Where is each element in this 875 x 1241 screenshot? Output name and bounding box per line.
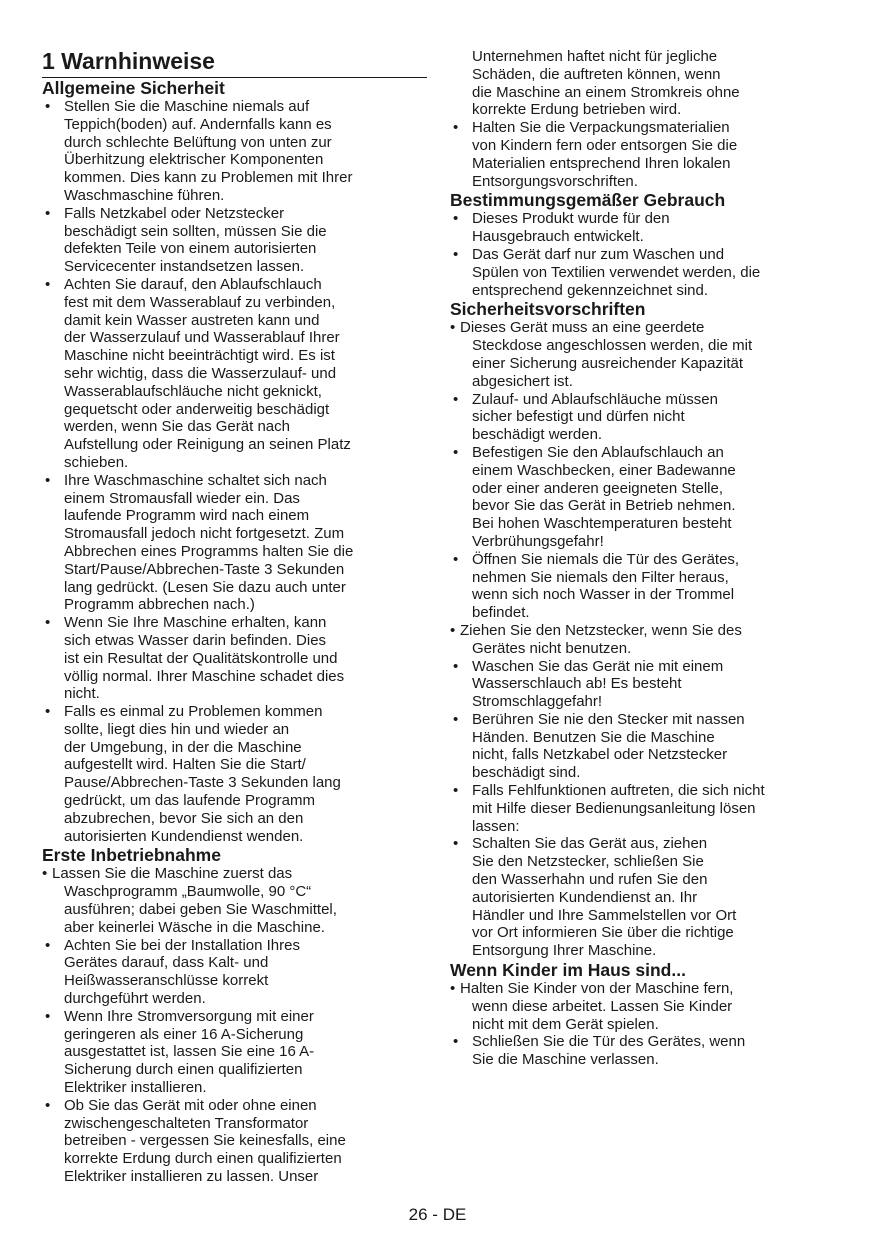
list-item-text: Stellen Sie die Maschine niemals auf Teppich(boden) auf. Andernfalls kann es durch schlechte Belüftung von unten zur Überhitzung elektrischer Komponenten kommen. Dies kann zu Problemen mit Ihrer Waschmaschine führen. [64,98,353,204]
bullet-icon: • [450,319,456,337]
list-item [450,391,835,444]
bullet-icon: • [453,119,459,137]
list-item-text: Halten Sie die Verpackungsmaterialien von Kindern fern oder entsorgen Sie die Materialien entsprechend Ihren lokalen Entsorgungsvorschriften. [472,119,738,190]
list-item-text: Öffnen Sie niemals die Tür des Gerätes, nehmen Sie niemals den Filter heraus, wenn sich noch Wasser in der Trommel befindet. [472,550,740,622]
bullet-icon: • [45,703,51,721]
bullet-icon: • [45,1096,51,1114]
bullet-icon: • [42,865,48,883]
bullet-list [450,48,835,190]
bullet-icon: • [45,1007,51,1025]
bullet-icon: • [450,621,456,639]
bullet-list [42,98,427,845]
list-item-text: Schließen Sie die Tür des Gerätes, wenn Sie die Maschine verlassen. [472,1033,746,1069]
list-item-text: Achten Sie darauf, den Ablaufschlauch fest mit dem Wasserablauf zu verbinden, damit kein Wasser austreten kann und der Wasserzulauf und Wasserablauf Ihrer Maschine nicht beeinträchtigt wird. Es ist sehr wichtig, dass die Wasserzulauf- und Wasserablaufschläuche nicht geknickt, gequetscht oder anderweitig beschädigt werden, wenn Sie das Gerät nach Aufstellung oder Reinigung an seinen Platz schieben. [64,275,351,471]
bullet-icon: • [45,204,51,222]
list-item [42,1097,427,1186]
list-item-text: Dieses Gerät muss an eine geerdete Steckdose angeschlossen werden, die mit einer Sicherung ausreichender Kapazität abgesichert ist. [460,319,753,390]
list-item [450,1033,835,1069]
list-item [450,119,835,190]
bullet-list [42,865,427,1185]
list-item-text: Falls es einmal zu Problemen kommen sollte, liegt dies hin und wieder an der Umgebung, in der die Maschine aufgestellt wird. Halten Sie die Start/ Pause/Abbrechen-Taste 3 Sekunden lang gedrückt, um das laufende Programm abzubrechen, bevor Sie sich an den autorisierten Kundendienst wenden. [64,703,341,845]
list-item [450,658,835,711]
section-heading: Sicherheitsvorschriften [450,299,646,320]
bullet-icon: • [45,936,51,954]
chapter-title: 1 Warnhinweise [42,48,427,78]
list-item [450,246,835,299]
bullet-icon: • [453,550,459,568]
bullet-icon: • [453,210,459,228]
list-item [42,276,427,472]
bullet-icon: • [453,245,459,263]
list-item-text: Waschen Sie das Gerät nie mit einem Wasserschlauch ab! Es besteht Stromschlaggefahr! [472,657,724,711]
list-item [42,205,427,276]
list-item-text: Wenn Sie Ihre Maschine erhalten, kann sich etwas Wasser darin befinden. Dies ist ein Resultat der Qualitätskontrolle und völlig normal. Ihrer Maschine schadet dies nicht. [64,614,345,703]
right-sections [450,48,835,1069]
list-item-text: Wenn Ihre Stromversorgung mit einer geringeren als einer 16 A-Sicherung ausgestattet ist, lassen Sie eine 16 A- Sicherung durch einen qualifizierten Elektriker installieren. [64,1007,315,1097]
left-sections [42,78,427,1186]
list-item [450,444,835,551]
list-item-text: Schalten Sie das Gerät aus, ziehen Sie den Netzstecker, schließen Sie den Wasserhahn und rufen Sie den autorisierten Kundendienst an. Ihr Händler und Ihre Sammelstellen vor Ort vor Ort informieren Sie über die richtige Entsorgung Ihrer Maschine. [472,835,737,960]
section-heading: Bestimmungsgemäßer Gebrauch [450,190,726,211]
section-heading: Allgemeine Sicherheit [42,78,225,98]
list-item [450,835,835,960]
list-item [42,865,427,936]
list-item-text: Berühren Sie nie den Stecker mit nassen Händen. Benutzen Sie die Maschine nicht, falls Netzkabel oder Netzstecker beschädigt sind. [472,710,745,782]
bullet-icon: • [453,782,459,800]
bullet-list [450,210,835,299]
list-item-text: Halten Sie Kinder von der Maschine fern, wenn diese arbeitet. Lassen Sie Kinder nicht mit dem Gerät spielen. [460,980,734,1033]
left-column [42,48,427,1186]
list-item [450,980,835,1033]
list-item [450,711,835,782]
list-item [450,782,835,835]
bullet-icon: • [453,657,459,675]
bullet-icon: • [453,443,459,461]
list-item [42,703,427,845]
list-item-text: Falls Netzkabel oder Netzstecker beschädigt sein sollten, müssen Sie die defekten Teile von einem autorisierten Servicecenter instandsetzen lassen. [64,204,327,276]
list-item-text: Falls Fehlfunktionen auftreten, die sich nicht mit Hilfe dieser Bedienungsanleitung lösen lassen: [472,782,765,835]
page-number: 26 - DE [408,1205,467,1224]
list-item-text: Das Gerät darf nur zum Waschen und Spülen von Textilien verwendet werden, die entsprechend gekennzeichnet sind. [472,245,761,299]
list-item-text: Ob Sie das Gerät mit oder ohne einen zwischengeschalteten Transformator betreiben - vergessen Sie keinesfalls, eine korrekte Erdung durch einen qualifizierten Elektriker installieren zu lassen. Unser [64,1096,346,1186]
continued-text [450,48,835,119]
bullet-icon: • [45,275,51,293]
section-heading: Erste Inbetriebnahme [42,845,221,866]
list-item [42,614,427,703]
list-item-text: Ziehen Sie den Netzstecker, wenn Sie des Gerätes nicht benutzen. [460,621,742,657]
bullet-icon: • [45,471,51,489]
list-item [42,1008,427,1097]
bullet-icon: • [450,980,456,998]
list-item-text: Achten Sie bei der Installation Ihres Gerätes darauf, dass Kalt- und Heißwasseranschlüsse korrekt durchgeführt werden. [64,936,300,1008]
bullet-list [450,980,835,1069]
bullet-list [450,319,835,960]
list-item [450,551,835,622]
section-heading: Wenn Kinder im Haus sind... [450,960,686,981]
list-item-text: Dieses Produkt wurde für den Hausgebrauch entwickelt. [472,210,670,246]
right-column [450,48,835,1069]
list-item-text: Befestigen Sie den Ablaufschlauch an einem Waschbecken, einer Badewanne oder einer anderen geeigneten Stelle, bevor Sie das Gerät in Betrieb nehmen. Bei hohen Waschtemperaturen besteht Verbrühungsgefahr! [472,443,736,550]
list-item [42,98,427,205]
list-item [450,622,835,658]
list-item-text: Zulauf- und Ablaufschläuche müssen sicher befestigt und dürfen nicht beschädigt werden. [472,390,718,444]
bullet-icon: • [45,614,51,632]
list-item-text: Unternehmen haftet nicht für jegliche Schäden, die auftreten können, wenn die Maschine an einem Stromkreis ohne korrekte Erdung betrieben wird. [472,48,740,119]
bullet-icon: • [453,835,459,853]
bullet-icon: • [453,1033,459,1051]
list-item [450,210,835,246]
list-item [450,319,835,390]
bullet-icon: • [453,390,459,408]
bullet-icon: • [453,710,459,728]
list-item [42,472,427,614]
list-item-text: Ihre Waschmaschine schaltet sich nach einem Stromausfall wieder ein. Das laufende Programm wird nach einem Stromausfall jedoch nicht fortgesetzt. Zum Abbrechen eines Programms halten Sie die Start/Pause/Abbrechen-Taste 3 Sekunden lang gedrückt. (Lesen Sie dazu auch unter Programm abbrechen nach.) [64,471,354,614]
list-item-text: Lassen Sie die Maschine zuerst das Waschprogramm „Baumwolle, 90 °C“ ausführen; dabei geben Sie Waschmittel, aber keinerlei Wäsche in die Maschine. [52,865,337,936]
list-item [42,937,427,1008]
bullet-icon: • [45,98,51,115]
